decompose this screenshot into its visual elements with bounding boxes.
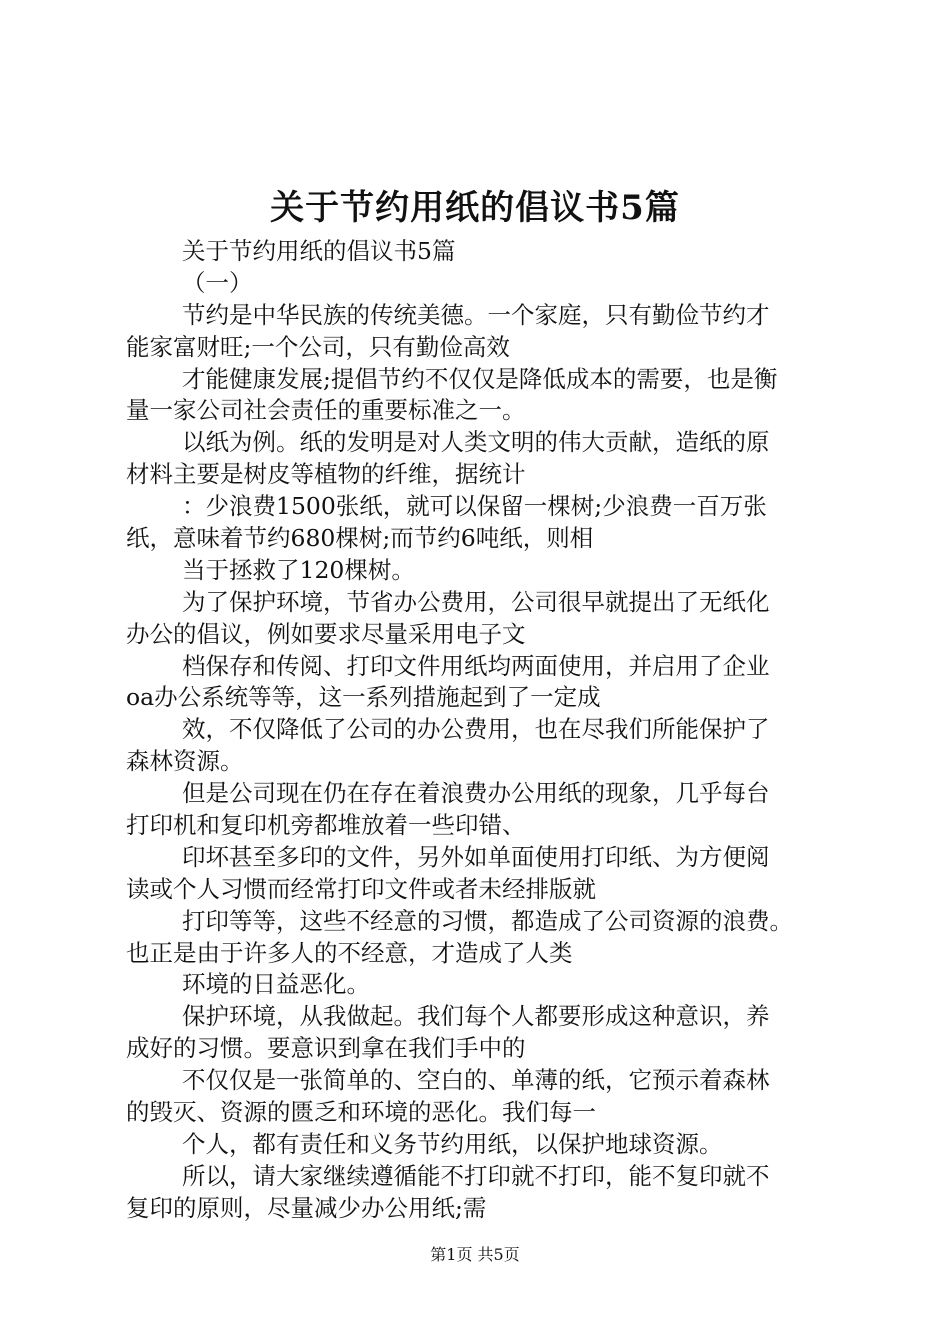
text-line: 复印的原则，尽量减少办公用纸;需: [126, 1193, 487, 1222]
text-line: 森林资源。: [126, 747, 244, 776]
text-line: oa办公系统等等，这一系列措施起到了一定成: [126, 683, 601, 712]
text-line: 材料主要是树皮等植物的纤维，据统计: [126, 460, 526, 489]
text-line: 关于节约用纸的倡议书5篇: [182, 237, 456, 265]
text-line: 也正是由于许多人的不经意，才造成了人类: [126, 938, 573, 967]
document-body: [126, 236, 832, 1225]
page-footer: 第1页 共5页: [430, 1245, 520, 1264]
text-line: 纸，意味着节约680棵树;而节约6吨纸，则相: [126, 524, 594, 553]
text-line: 当于拯救了120棵树。: [182, 555, 415, 584]
text-line: 的毁灭、资源的匮乏和环境的恶化。我们每一: [126, 1098, 596, 1127]
text-line: 读或个人习惯而经常打印文件或者未经排版就: [126, 874, 596, 903]
text-line: 节约是中华民族的传统美德。一个家庭，只有勤俭节约才: [182, 300, 770, 329]
text-line: 为了保护环境，节省办公费用，公司很早就提出了无纸化: [182, 587, 770, 616]
text-line: 保护环境，从我做起。我们每个人都要形成这种意识，养: [182, 1002, 770, 1031]
text-line: 档保存和传阅、打印文件用纸均两面使用，并启用了企业: [182, 651, 770, 680]
text-line: 成好的习惯。要意识到拿在我们手中的: [126, 1034, 526, 1063]
text-line: 能家富财旺;一个公司，只有勤俭高效: [126, 332, 510, 361]
text-line: 但是公司现在仍在存在着浪费办公用纸的现象，几乎每台: [182, 779, 770, 808]
text-line: 环境的日益恶化。: [182, 970, 370, 999]
text-line: 效，不仅降低了公司的办公费用，也在尽我们所能保护了: [182, 715, 770, 744]
text-line: 办公的倡议，例如要求尽量采用电子文: [126, 619, 526, 648]
text-line: 个人，都有责任和义务节约用纸，以保护地球资源。: [182, 1129, 723, 1158]
text-line: 所以，请大家继续遵循能不打印就不打印，能不复印就不: [182, 1161, 770, 1190]
text-line: 量一家公司社会责任的重要标准之一。: [126, 396, 526, 425]
text-line: 打印机和复印机旁都堆放着一些印错、: [126, 811, 526, 840]
text-line: 以纸为例。纸的发明是对人类文明的伟大贡献，造纸的原: [182, 428, 770, 457]
text-line: 印坏甚至多印的文件，另外如单面使用打印纸、为方便阅: [182, 842, 770, 871]
text-line: 才能健康发展;提倡节约不仅仅是降低成本的需要，也是衡: [182, 364, 778, 393]
text-line: 打印等等，这些不经意的习惯，都造成了公司资源的浪费。: [182, 906, 793, 935]
text-line: （一）: [182, 268, 253, 297]
text-line: ：少浪费1500张纸，就可以保留一棵树;少浪费一百万张: [182, 492, 767, 521]
text-line: 不仅仅是一张简单的、空白的、单薄的纸，它预示着森林: [182, 1066, 770, 1095]
document-title: 关于节约用纸的倡议书5篇: [270, 188, 680, 228]
